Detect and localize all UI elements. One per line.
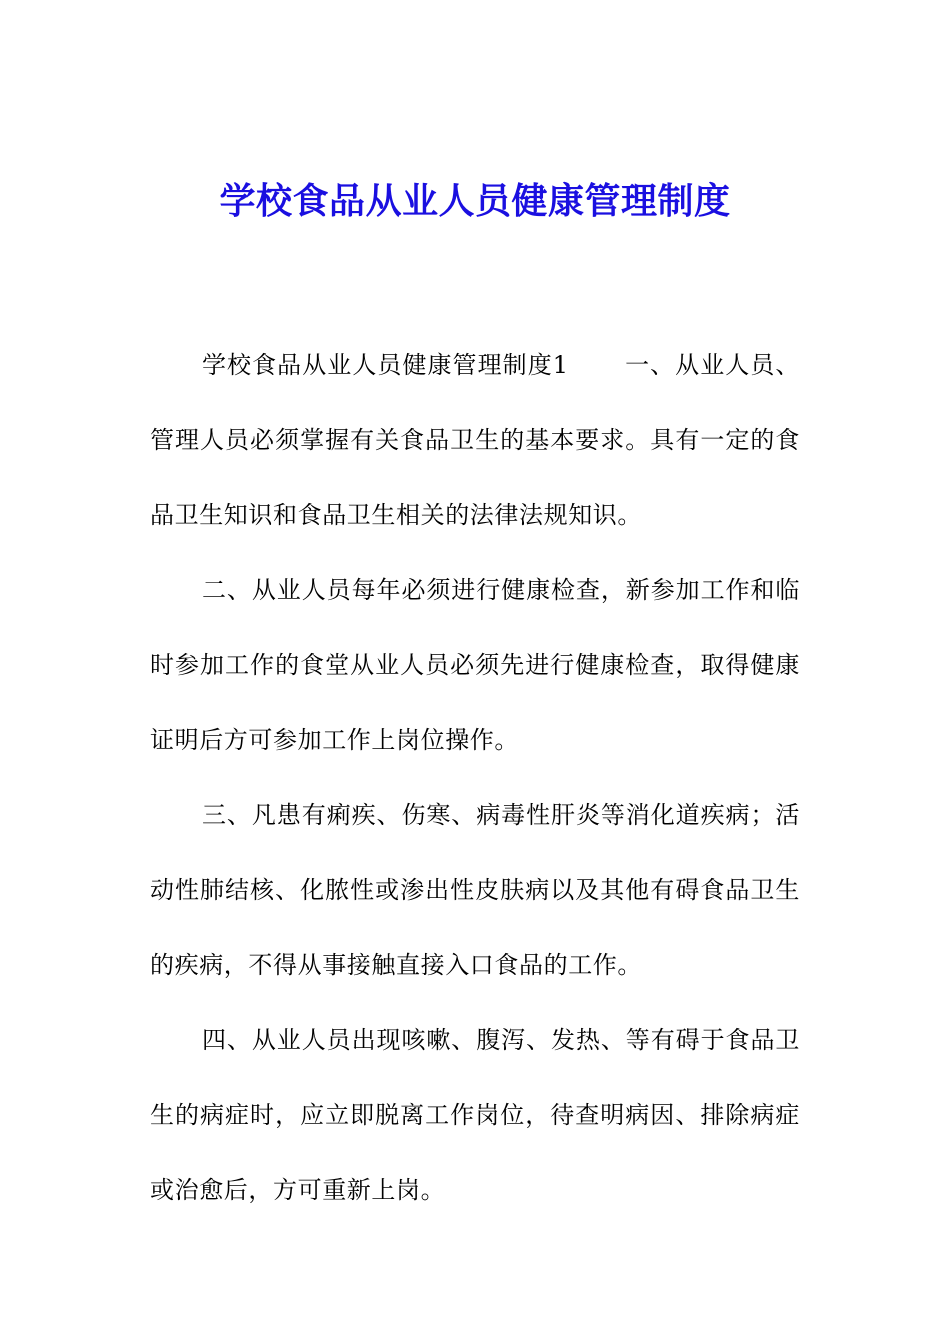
document-title: 学校食品从业人员健康管理制度 [219, 181, 731, 222]
intro-heading: 学校食品从业人员健康管理制度1 [202, 351, 569, 379]
paragraph-intro [150, 328, 800, 553]
document-body [150, 328, 800, 1228]
paragraph-4: 四、从业人员出现咳嗽、腹泻、发热、等有碍于食品卫生的病症时，应立即脱离工作岗位，待查明病因、排除病症或治愈后，方可重新上岗。 [150, 1026, 800, 1204]
paragraph-3: 三、凡患有痢疾、伤寒、病毒性肝炎等消化道疾病；活动性肺结核、化脓性或渗出性皮肤病以及其他有碍食品卫生的疾病，不得从事接触直接入口食品的工作。 [150, 801, 800, 979]
paragraph-2: 二、从业人员每年必须进行健康检查，新参加工作和临时参加工作的食堂从业人员必须先进行健康检查，取得健康证明后方可参加工作上岗位操作。 [150, 576, 800, 754]
intro-text: 一、从业人员、管理人员必须掌握有关食品卫生的基本要求。具有一定的食品卫生知识和食品卫生相关的法律法规知识。 [150, 351, 800, 529]
